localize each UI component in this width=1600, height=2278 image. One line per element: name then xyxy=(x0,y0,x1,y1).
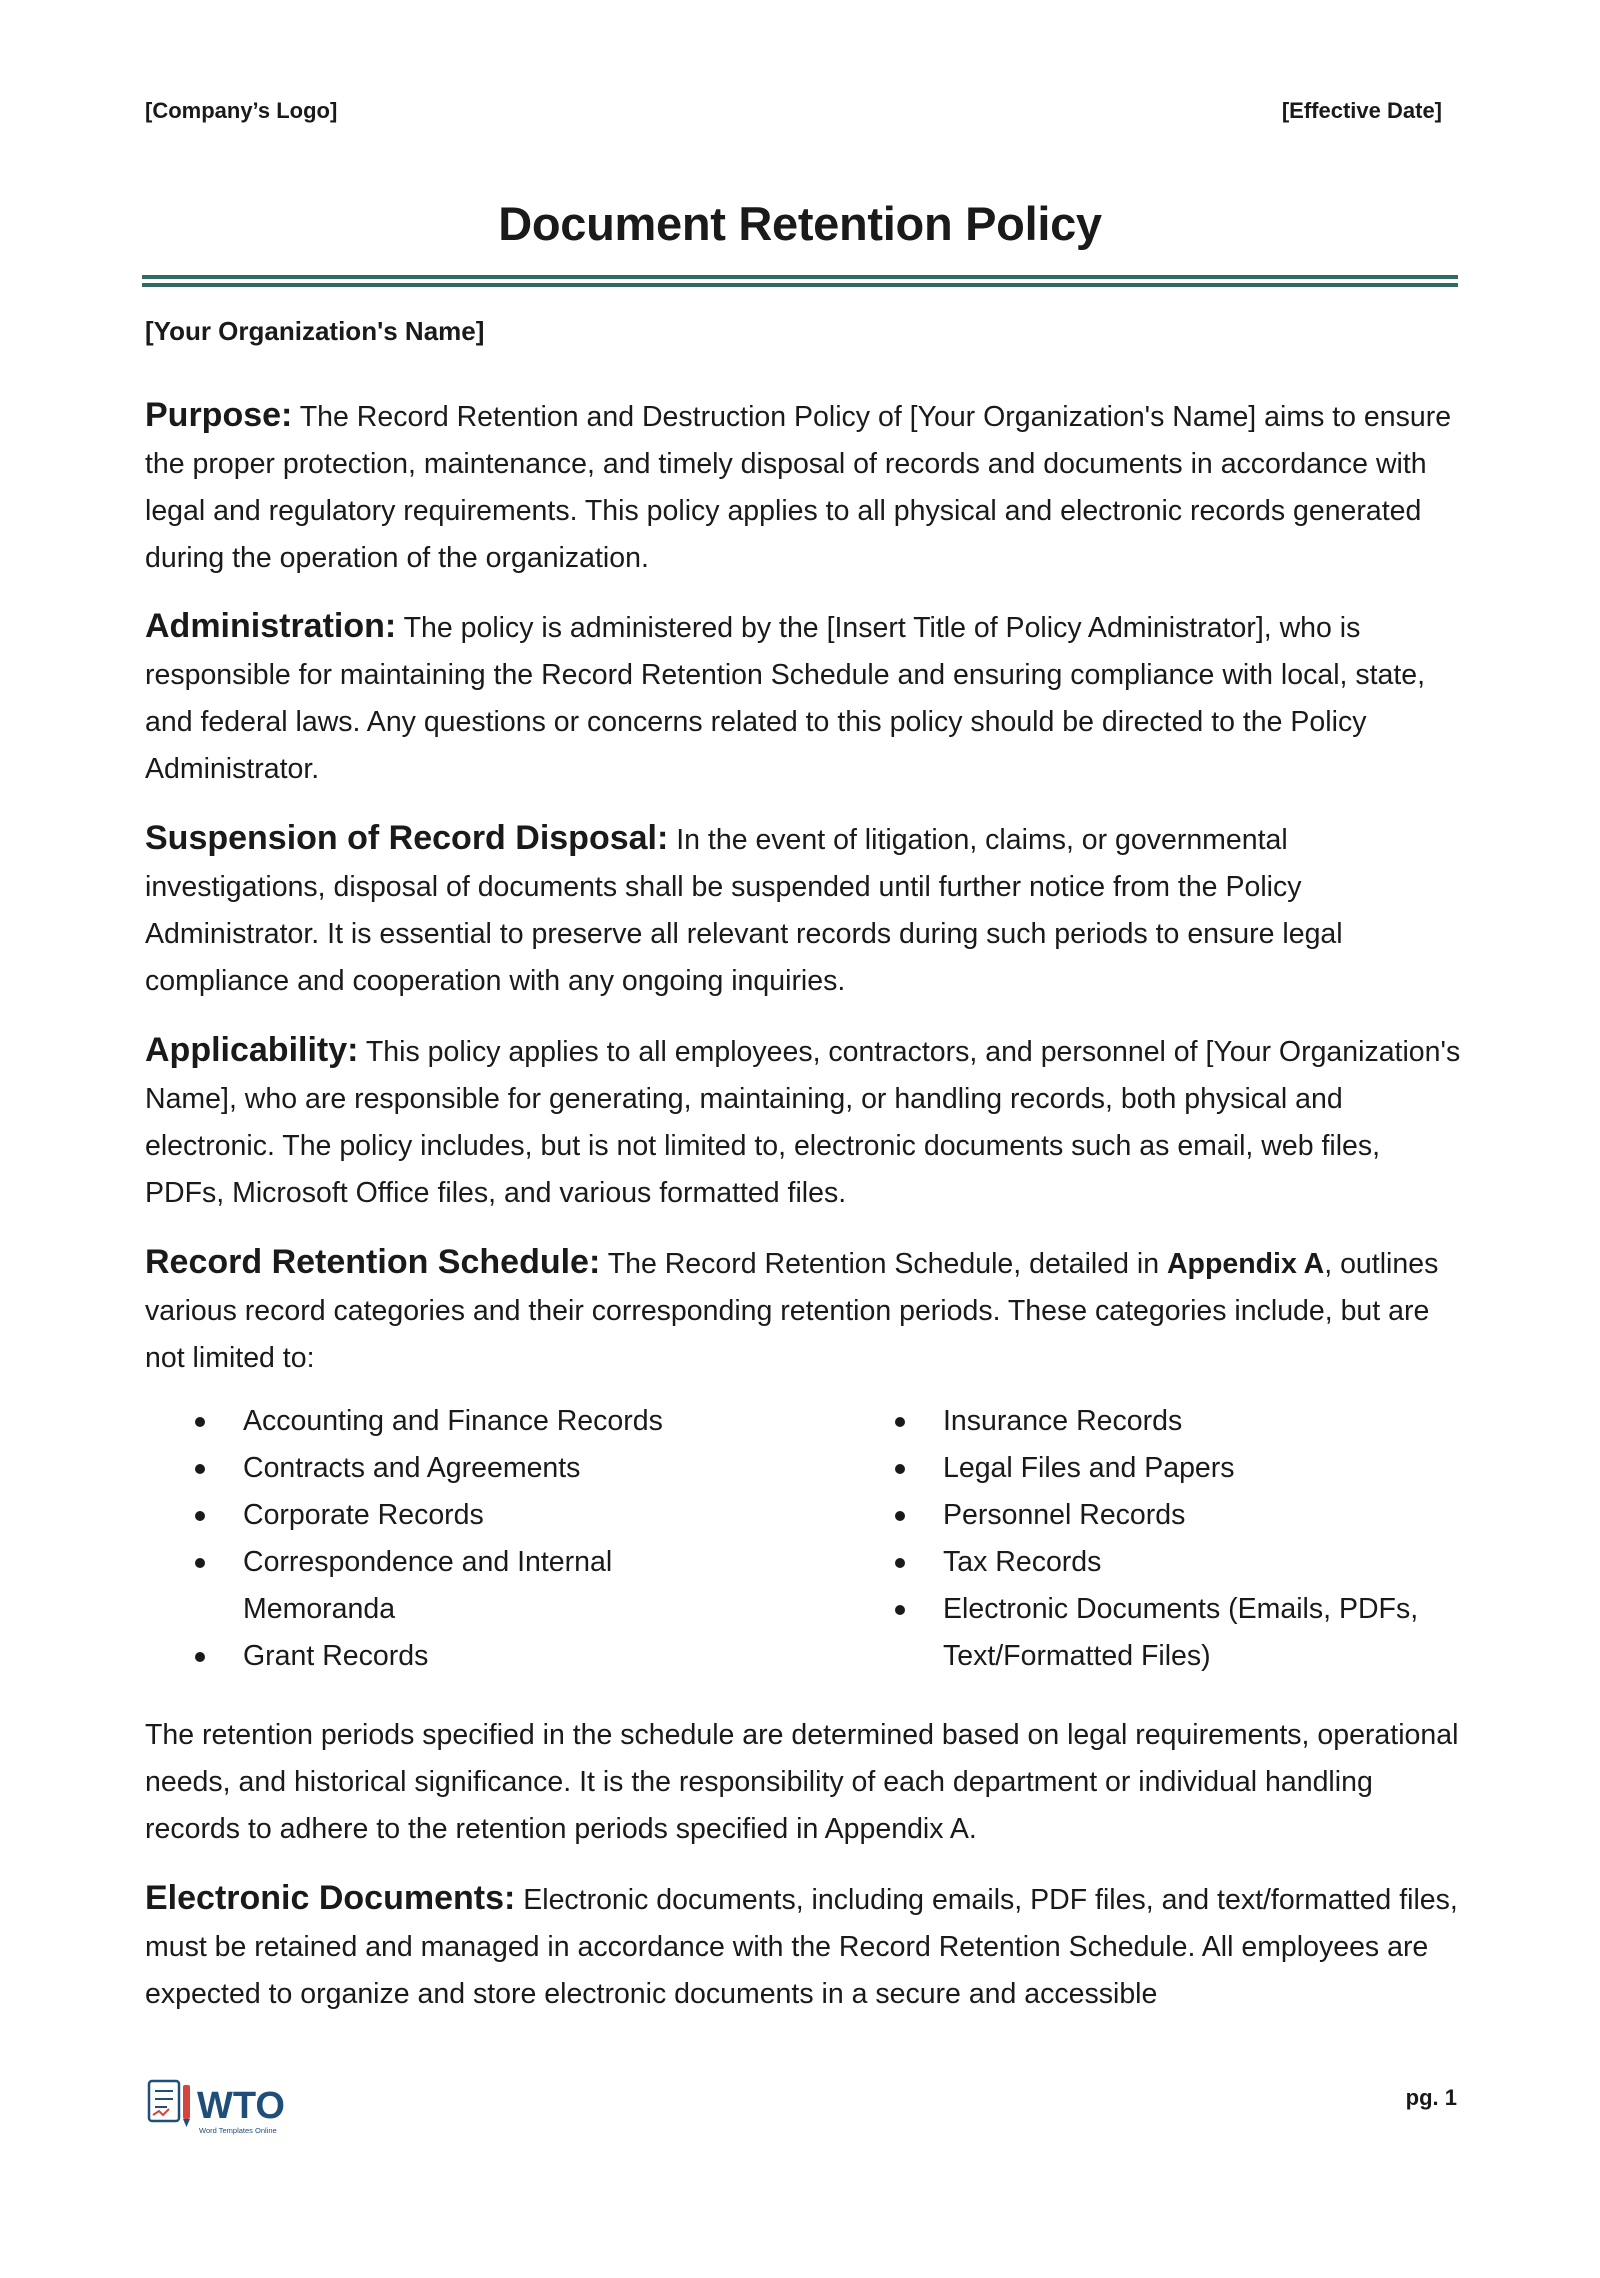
bullet-icon xyxy=(195,1511,205,1521)
category-list-item xyxy=(845,1492,1485,1539)
appendix-a-reference: Appendix A xyxy=(1166,1248,1325,1280)
category-label: Legal Files and Papers xyxy=(943,1452,1235,1484)
category-label: Electronic Documents (Emails, PDFs, Text/Formatted Files) xyxy=(943,1593,1419,1672)
category-label: Accounting and Finance Records xyxy=(243,1405,663,1437)
retention-note-text: The retention periods specified in the schedule are determined based on legal requirements, operational needs, and historical significance. It is the responsibility of each department or individual handling records to adhere to the retention periods specified in Appendix A. xyxy=(145,1719,1459,1845)
logo-pen-tip xyxy=(183,2119,190,2127)
applicability-heading: Applicability: xyxy=(145,1031,359,1069)
category-label: Grant Records xyxy=(243,1640,429,1672)
purpose-text: The Record Retention and Destruction Policy of [Your Organization's Name] aims to ensure the proper protection, maintenance, and timely disposal of records and documents in accordance with legal and regulatory requirements. This policy applies to all physical and electronic records generated during the operation of the organization. xyxy=(145,401,1452,574)
document-title: Document Retention Policy xyxy=(498,197,1102,250)
administration-section xyxy=(145,603,1465,793)
bullet-icon xyxy=(195,1464,205,1474)
administration-text: The policy is administered by the [Insert Title of Policy Administrator], who is responsible for maintaining the Record Retention Schedule and ensuring compliance with local, state, and federal laws. Any questions or concerns related to this policy should be directed to the Policy Administrator. xyxy=(145,612,1426,785)
electronic-documents-section xyxy=(145,1875,1465,2018)
bullet-icon xyxy=(895,1558,905,1568)
wto-logo xyxy=(145,2075,325,2145)
bullet-icon xyxy=(195,1652,205,1662)
logo-wordmark: WTO xyxy=(197,2085,285,2127)
bullet-icon xyxy=(895,1511,905,1521)
category-list-item xyxy=(845,1586,1485,1680)
category-list-item xyxy=(145,1445,705,1492)
administration-heading: Administration: xyxy=(145,607,397,645)
schedule-heading: Record Retention Schedule: xyxy=(145,1243,601,1281)
schedule-text-after: , outlines various record categories and their corresponding retention periods. These categories include, but are not limited to: xyxy=(145,1248,1439,1374)
category-list-item xyxy=(145,1492,705,1539)
schedule-section xyxy=(145,1239,1465,1382)
category-label: Correspondence and Internal Memoranda xyxy=(243,1546,613,1625)
category-list-item xyxy=(845,1445,1485,1492)
logo-pen-icon xyxy=(183,2085,190,2119)
bullet-icon xyxy=(895,1464,905,1474)
category-label: Personnel Records xyxy=(943,1499,1186,1531)
electronic-text: Electronic documents, including emails, PDF files, and text/formatted files, must be retained and managed in accordance with the Record Retention Schedule. All employees are expected to organize and store electronic documents in a secure and accessible xyxy=(145,1884,1458,2010)
suspension-heading: Suspension of Record Disposal: xyxy=(145,819,669,857)
logo-tagline: Word Templates Online xyxy=(199,2126,277,2135)
applicability-text: This policy applies to all employees, contractors, and personnel of [Your Organization's Name], who are responsible for generating, maintaining, or handling records, both physical and electronic. The policy includes, but is not limited to, electronic documents such as email, web files, PDFs, Microsoft Office files, and various formatted files. xyxy=(145,1036,1461,1209)
suspension-section xyxy=(145,815,1465,1005)
bullet-icon xyxy=(195,1558,205,1568)
category-list-item xyxy=(845,1398,1485,1445)
electronic-heading: Electronic Documents: xyxy=(145,1879,516,1917)
bullet-icon xyxy=(895,1605,905,1615)
logo-doc-sign xyxy=(153,2109,169,2115)
category-label: Tax Records xyxy=(943,1546,1102,1578)
bullet-icon xyxy=(195,1417,205,1427)
rule-line-top xyxy=(142,275,1458,279)
category-list-item xyxy=(145,1633,705,1680)
category-list-item xyxy=(845,1539,1485,1586)
title-double-rule xyxy=(142,275,1458,289)
organization-name: [Your Organization's Name] xyxy=(145,316,485,346)
effective-date-placeholder: [Effective Date] xyxy=(1281,98,1442,123)
categories-right-column xyxy=(845,1398,1485,1680)
schedule-text-before: The Record Retention Schedule, detailed in xyxy=(607,1248,1160,1280)
category-label: Corporate Records xyxy=(243,1499,484,1531)
rule-line-bottom xyxy=(142,283,1458,287)
category-list-item xyxy=(145,1398,705,1445)
applicability-section xyxy=(145,1027,1465,1217)
bullet-icon xyxy=(895,1417,905,1427)
purpose-section xyxy=(145,392,1465,582)
company-logo-placeholder: [Company’s Logo] xyxy=(145,98,338,123)
categories-left-column xyxy=(145,1398,705,1680)
category-label: Insurance Records xyxy=(943,1405,1183,1437)
purpose-heading: Purpose: xyxy=(145,396,293,434)
suspension-text: In the event of litigation, claims, or governmental investigations, disposal of documents shall be suspended until further notice from the Policy Administrator. It is essential to preserve all relevant records during such periods to ensure legal compliance and cooperation with any ongoing inquiries. xyxy=(145,824,1343,997)
page-number: pg. 1 xyxy=(1405,2085,1457,2110)
category-label: Contracts and Agreements xyxy=(243,1452,581,1484)
category-list-item xyxy=(145,1539,705,1633)
retention-note-section xyxy=(145,1712,1465,1853)
